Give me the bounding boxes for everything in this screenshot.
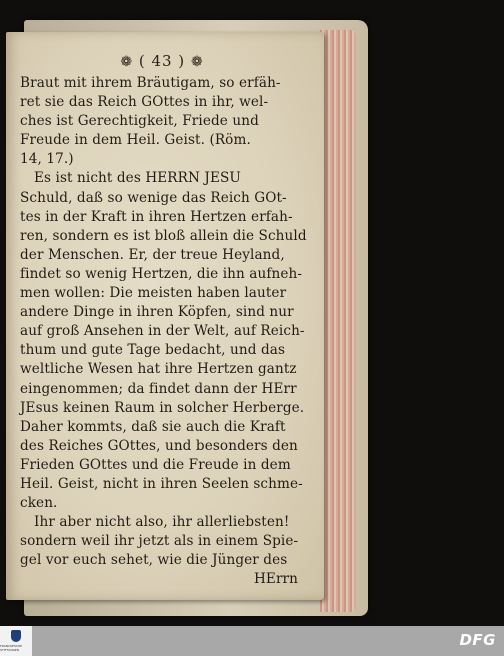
text-line: ren, sondern es ist bloß allein die Schuld [20, 227, 307, 244]
page-header [20, 52, 304, 70]
text-line: Braut mit ihrem Bräutigam, so erfäh- [20, 75, 281, 91]
text-line: der Menschen. Er, der treue Heyland, [20, 246, 285, 263]
text-line: Freude in dem Heil. Geist. (Röm. [20, 132, 251, 149]
dfg-logo[interactable]: DFG [459, 631, 496, 649]
page-number: ( 43 ) [138, 52, 186, 70]
text-line: sondern weil ihr jetzt als in einem Spie- [20, 533, 299, 550]
page-edges [320, 30, 356, 612]
text-line: Heil. Geist, nicht in ihren Seelen schme- [20, 475, 303, 492]
ornament-right-icon: ❁ [190, 54, 204, 70]
text-line: des Reiches GOttes, und besonders den [20, 437, 298, 454]
text-line: eingenommen; da findet dann der HErr [20, 380, 297, 397]
text-line: findet so wenig Hertzen, die ihn aufneh- [20, 265, 303, 282]
text-line: Es ist nicht des HERRN JESU [34, 170, 241, 187]
ornament-left-icon: ❁ [120, 54, 134, 70]
book-page [6, 32, 324, 600]
page-text-block [20, 52, 307, 590]
viewer-footer [0, 626, 504, 656]
text-line: 14, 17.) [20, 151, 74, 168]
institution-logo-caption: FRANCKESCHE STIFTUNGEN [0, 644, 23, 652]
text-line: Schuld, daß so wenige das Reich GOt- [20, 189, 287, 206]
text-line: JEsus keinen Raum in solcher Herberge. [20, 399, 305, 416]
text-line: gel vor euch sehet, wie die Jünger des [20, 552, 288, 569]
text-line: Daher kommts, daß sie auch die Kraft [20, 418, 286, 435]
text-line: Frieden GOttes und die Freude in dem [20, 456, 291, 473]
institution-logo[interactable] [0, 626, 32, 656]
text-line: tes in der Kraft in ihren Hertzen erfah- [20, 208, 293, 225]
text-line: thum und gute Tage bedacht, und das [20, 342, 286, 359]
text-line: men wollen: Die meisten haben lauter [20, 285, 287, 302]
catchword: HErrn [253, 571, 298, 588]
text-line: Ihr aber nicht also, ihr allerliebsten! [34, 514, 290, 531]
text-line: cken. [20, 495, 58, 512]
text-line: andere Dinge in ihren Köpfen, sind nur [20, 304, 294, 321]
institution-emblem-icon [11, 630, 21, 642]
text-line: auf groß Ansehen in der Welt, auf Reich- [20, 323, 305, 340]
text-line: weltliche Wesen hat ihre Hertzen gantz [20, 361, 297, 378]
text-line: ret sie das Reich GOttes in ihr, wel- [20, 94, 269, 111]
text-line: ches ist Gerechtigkeit, Friede und [20, 113, 259, 130]
